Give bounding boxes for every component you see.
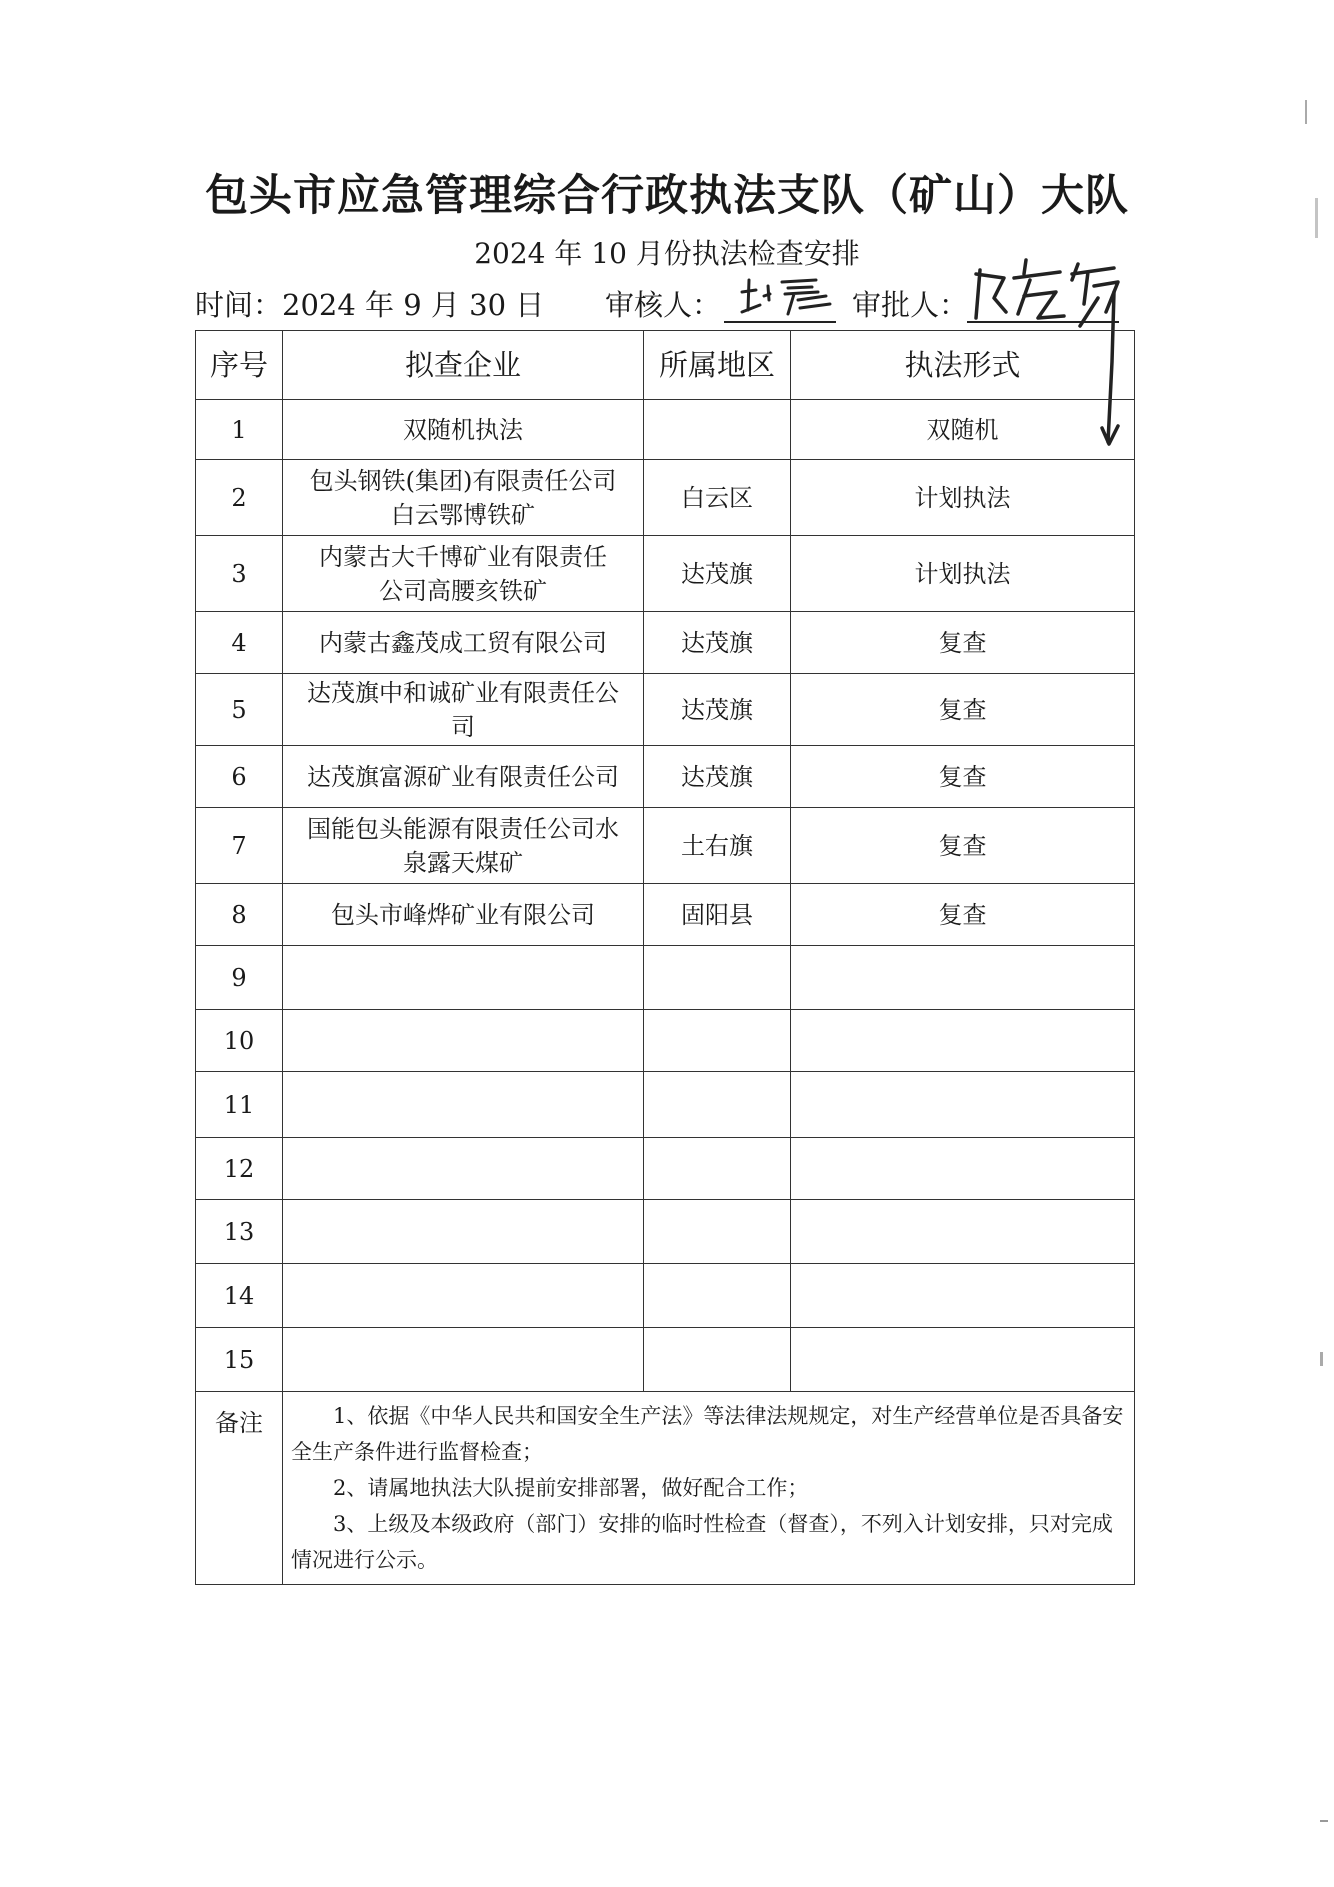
note-item: 2、请属地执法大队提前安排部署，做好配合工作； <box>333 1476 809 1500</box>
row-form <box>791 1328 1135 1392</box>
row-number: 5 <box>196 674 283 746</box>
row-region <box>644 1010 791 1072</box>
row-company <box>283 1200 644 1264</box>
col-header-no: 序号 <box>196 331 283 400</box>
company-line: 司 <box>451 712 475 741</box>
row-company <box>283 946 644 1010</box>
row-company <box>283 1328 644 1392</box>
row-region: 固阳县 <box>644 884 791 946</box>
col-header-region: 所属地区 <box>644 331 791 400</box>
row-company <box>283 746 644 808</box>
row-region: 达茂旗 <box>644 612 791 674</box>
row-company <box>283 1138 644 1200</box>
company-line: 内蒙古鑫茂成工贸有限公司 <box>319 628 607 657</box>
row-company <box>283 1264 644 1328</box>
row-form: 计划执法 <box>791 460 1135 536</box>
row-number: 1 <box>196 400 283 460</box>
col-header-company: 拟查企业 <box>283 331 644 400</box>
row-region <box>644 946 791 1010</box>
date-text: 时间：2024 年 9 月 30 日 <box>195 288 545 322</box>
row-form: 复查 <box>791 884 1135 946</box>
table-row <box>196 1010 1135 1072</box>
notes-label: 备注 <box>196 1392 283 1585</box>
row-region <box>644 1328 791 1392</box>
row-company <box>283 400 644 460</box>
row-company <box>283 884 644 946</box>
row-region: 土右旗 <box>644 808 791 884</box>
row-region <box>644 1200 791 1264</box>
row-region: 达茂旗 <box>644 746 791 808</box>
row-number: 4 <box>196 612 283 674</box>
table-row <box>196 1264 1135 1328</box>
row-region: 白云区 <box>644 460 791 536</box>
inspection-schedule-table <box>195 330 1135 1585</box>
table-row <box>196 1138 1135 1200</box>
company-line: 双随机执法 <box>403 415 523 444</box>
table-row <box>196 1200 1135 1264</box>
table-header-row <box>196 331 1135 400</box>
company-line: 白云鄂博铁矿 <box>391 500 535 529</box>
row-company <box>283 460 644 536</box>
row-number: 8 <box>196 884 283 946</box>
company-line: 包头钢铁(集团)有限责任公司 <box>309 466 617 495</box>
row-region: 达茂旗 <box>644 536 791 612</box>
row-number: 11 <box>196 1072 283 1138</box>
row-number: 7 <box>196 808 283 884</box>
col-header-form: 执法形式 <box>791 331 1135 400</box>
notes-content <box>283 1392 1135 1585</box>
document-subtitle: 2024 年 10 月份执法检查安排 <box>474 237 860 270</box>
row-region <box>644 400 791 460</box>
row-form: 双随机 <box>791 400 1135 460</box>
table-row <box>196 946 1135 1010</box>
table-row <box>196 612 1135 674</box>
table-row <box>196 400 1135 460</box>
approver-label: 审批人： <box>852 288 969 322</box>
note-item: 3、上级及本级政府（部门）安排的临时性检查（督查），不列入计划安排，只对完成情况进行公示。 <box>291 1512 1113 1572</box>
row-form <box>791 946 1135 1010</box>
row-number: 14 <box>196 1264 283 1328</box>
row-number: 2 <box>196 460 283 536</box>
table-row <box>196 460 1135 536</box>
scan-artifact <box>1320 1352 1323 1366</box>
scan-artifact <box>1315 198 1318 238</box>
row-company <box>283 1010 644 1072</box>
row-company <box>283 674 644 746</box>
row-company <box>283 808 644 884</box>
table-row <box>196 808 1135 884</box>
row-region <box>644 1072 791 1138</box>
table-row <box>196 1072 1135 1138</box>
notes-row <box>196 1392 1135 1585</box>
table-row <box>196 674 1135 746</box>
row-region <box>644 1138 791 1200</box>
reviewer-signature <box>738 270 838 320</box>
row-number: 15 <box>196 1328 283 1392</box>
row-number: 13 <box>196 1200 283 1264</box>
row-form <box>791 1010 1135 1072</box>
row-number: 3 <box>196 536 283 612</box>
row-region: 达茂旗 <box>644 674 791 746</box>
scan-artifact <box>1320 1820 1328 1822</box>
row-company <box>283 1072 644 1138</box>
reviewer-signature-line <box>724 321 836 323</box>
row-form <box>791 1264 1135 1328</box>
row-form <box>791 1200 1135 1264</box>
row-company <box>283 612 644 674</box>
document-title: 包头市应急管理综合行政执法支队（矿山）大队 <box>205 171 1129 221</box>
table-body <box>196 400 1135 1392</box>
company-line: 达茂旗中和诚矿业有限责任公 <box>307 678 619 707</box>
row-number: 12 <box>196 1138 283 1200</box>
row-number: 6 <box>196 746 283 808</box>
company-line: 公司高腰亥铁矿 <box>379 576 547 605</box>
table-row <box>196 746 1135 808</box>
table-row <box>196 1328 1135 1392</box>
row-region <box>644 1264 791 1328</box>
row-form: 复查 <box>791 612 1135 674</box>
company-line: 泉露天煤矿 <box>403 848 523 877</box>
row-company <box>283 536 644 612</box>
company-line: 内蒙古大千博矿业有限责任 <box>319 542 607 571</box>
row-number: 9 <box>196 946 283 1010</box>
row-form <box>791 1138 1135 1200</box>
scan-artifact <box>1305 100 1307 124</box>
row-form <box>791 1072 1135 1138</box>
row-form: 计划执法 <box>791 536 1135 612</box>
company-line: 达茂旗富源矿业有限责任公司 <box>307 762 619 791</box>
table-row <box>196 536 1135 612</box>
row-form: 复查 <box>791 746 1135 808</box>
company-line: 国能包头能源有限责任公司水 <box>307 814 619 843</box>
reviewer-label: 审核人： <box>605 288 722 322</box>
row-number: 10 <box>196 1010 283 1072</box>
row-form: 复查 <box>791 808 1135 884</box>
company-line: 包头市峰烨矿业有限公司 <box>331 900 595 929</box>
note-item: 1、依据《中华人民共和国安全生产法》等法律法规规定，对生产经营单位是否具备安全生产条件进行监督检查； <box>291 1404 1124 1464</box>
row-form: 复查 <box>791 674 1135 746</box>
table-row <box>196 884 1135 946</box>
